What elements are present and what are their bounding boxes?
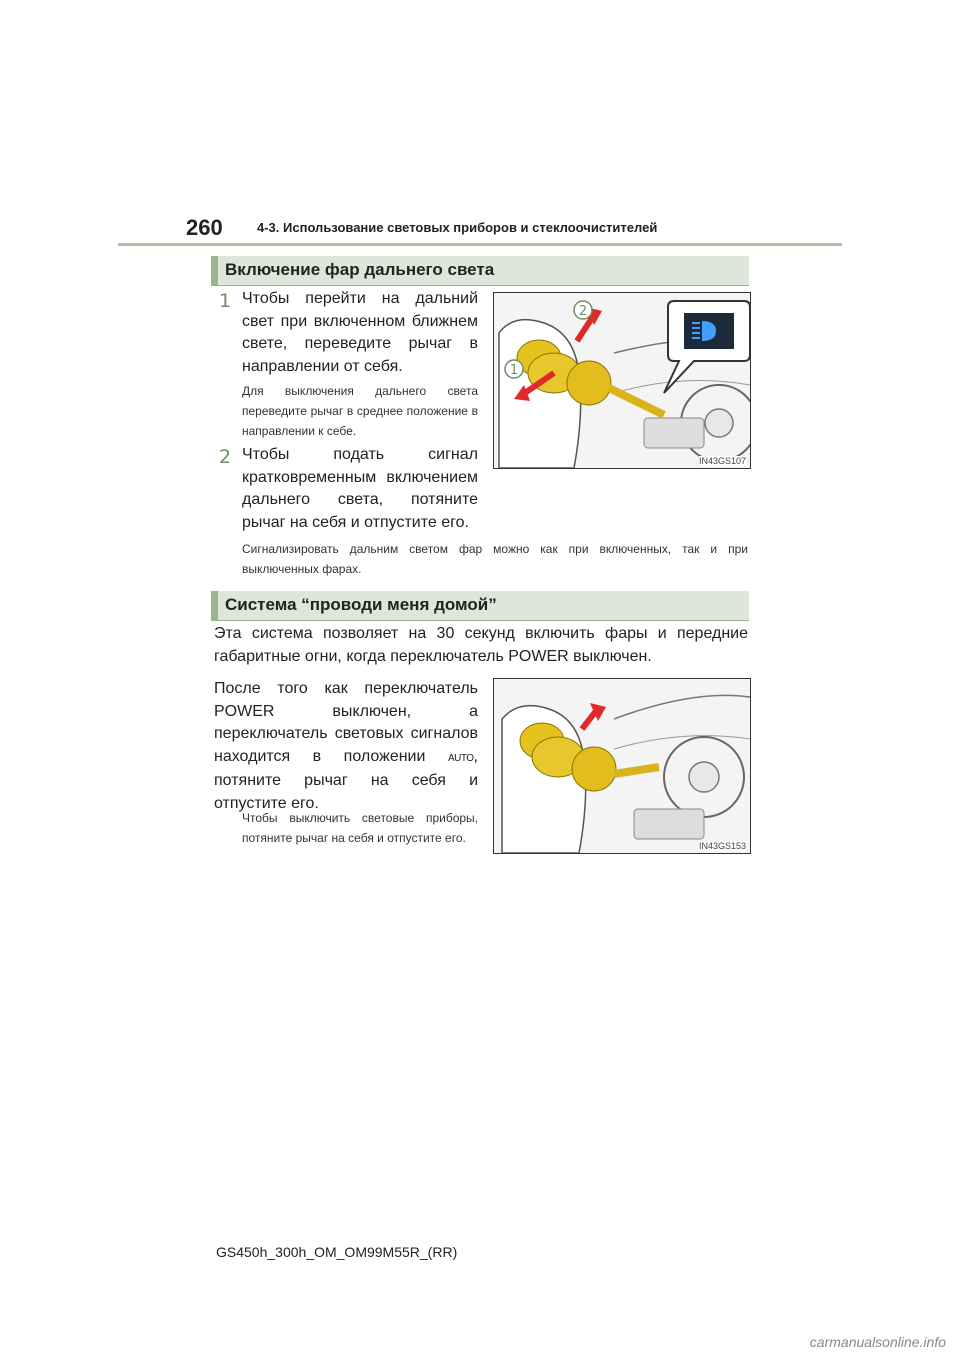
callout-2: 2 xyxy=(578,304,588,319)
section-title: Включение фар дальнего света xyxy=(225,260,495,279)
header-divider xyxy=(118,243,842,246)
follow-me-home-lever-illustration xyxy=(493,678,751,854)
step-number-2: 2 xyxy=(218,446,232,468)
image-label: IN43GS107 xyxy=(698,456,746,466)
section-accent xyxy=(211,256,218,285)
callout-1: 1 xyxy=(509,363,519,378)
section-heading-high-beam xyxy=(211,256,749,285)
auto-symbol: AUTO xyxy=(447,752,474,764)
section-underline xyxy=(211,620,749,621)
section-underline xyxy=(211,285,749,286)
document-id: GS450h_300h_OM_OM99M55R_(RR) xyxy=(216,1244,458,1260)
chapter-title: 4-3. Использование световых приборов и стеклоочистителей xyxy=(257,220,658,235)
paragraph-before-symbol: После того как переключатель POWER выключен, а переключатель световых сигналов находится в положении xyxy=(214,680,478,765)
paragraph-after-symbol: , потяните рычаг на себя и отпустите его. xyxy=(214,747,478,812)
step-1-text: Чтобы перейти на дальний свет при включенном ближнем свете, переведите рычаг в направлении от себя. xyxy=(242,290,478,375)
section-2-intro: Эта система позволяет на 30 секунд включить фары и передние габаритные огни, когда переключатель POWER выключен. xyxy=(214,625,748,665)
page-number: 260 xyxy=(186,215,223,240)
step-2-text: Чтобы подать сигнал кратковременным включением дальнего света, потяните рычаг на себя и отпустите его. xyxy=(242,446,478,531)
step-2-note: Сигнализировать дальним светом фар можно как при включенных, так и при выключенных фарах. xyxy=(242,542,748,576)
lever-diagram xyxy=(494,293,750,468)
section-accent xyxy=(211,591,218,620)
section-2-note: Чтобы выключить световые приборы, потяните рычаг на себя и отпустите его. xyxy=(242,811,478,845)
section-title: Система “проводи меня домой” xyxy=(225,595,497,614)
section-2-paragraph xyxy=(214,678,478,815)
step-1-note: Для выключения дальнего света переведите рычаг в среднее положение в направлении к себе. xyxy=(242,384,478,438)
image-label: IN43GS153 xyxy=(698,841,746,851)
section-heading-follow-me-home xyxy=(211,591,749,620)
high-beam-lever-illustration xyxy=(493,292,751,469)
watermark: carmanualsonline.info xyxy=(809,1334,946,1350)
step-number-1: 1 xyxy=(218,290,232,312)
lever-diagram xyxy=(494,679,750,853)
